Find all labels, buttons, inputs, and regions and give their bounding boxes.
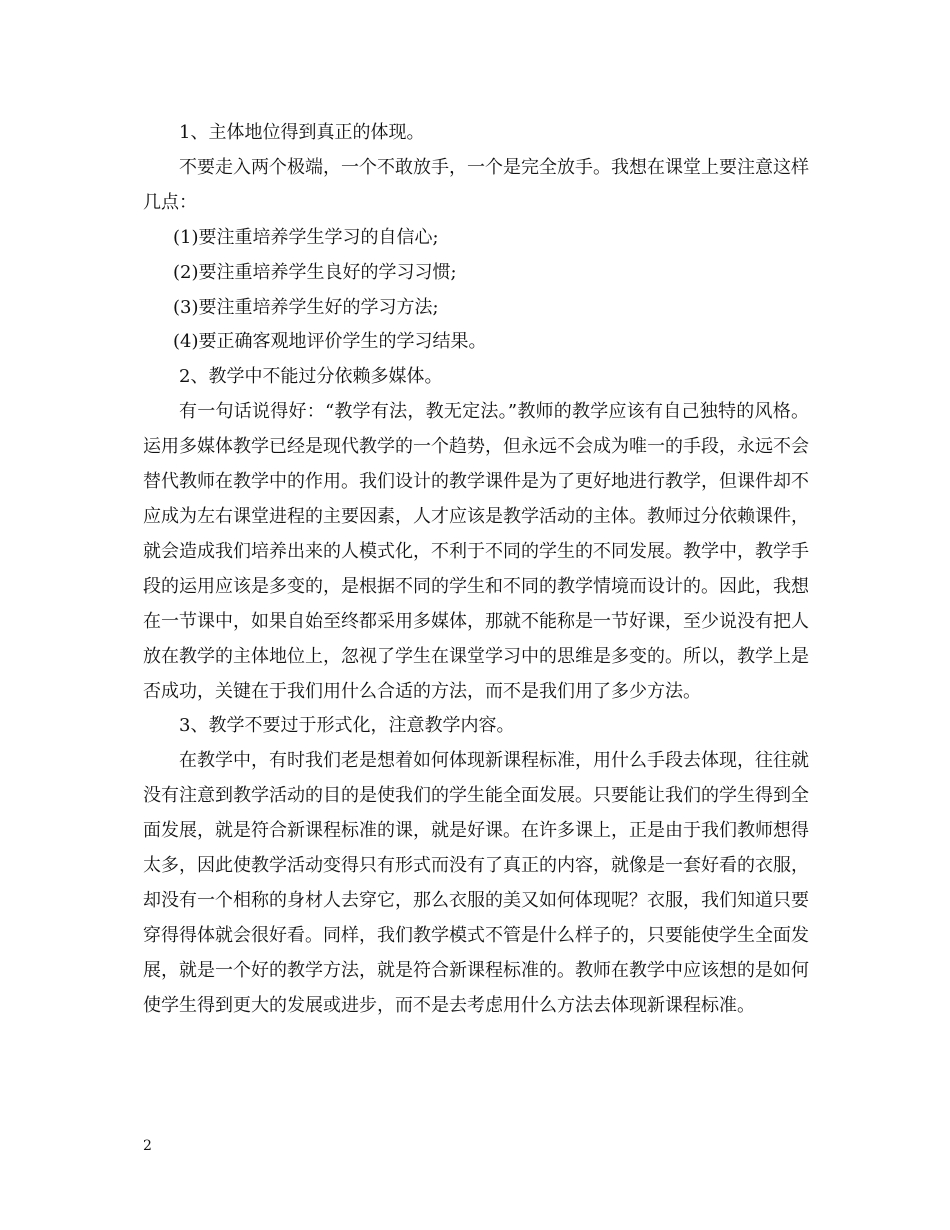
section-heading-2: 2、教学中不能过分依赖多媒体。 [179, 366, 443, 388]
list-item-1: (1)要注重培养学生学习的自信心; [173, 226, 439, 248]
page-number: 2 [143, 1138, 152, 1154]
paragraph-formalism: 在教学中，有时我们老是想着如何体现新课程标准，用什么手段去体现，往往就没有注意到教学活动的目的是使我们的学生能全面发展。只要能让我们的学生得到全面发展，就是符合新课程标准的课，就是好课。在许多课上，正是由于我们教师想得太多，因此使教学活动变得只有形式而没有了真正的内容，就像是一套好看的衣服，却没有一个相称的身材人去穿它，那么衣服的美又如何体现呢？衣服，我们知道只要穿得得体就会很好看。同样，我们教学模式不管是什么样子的，只要能使学生全面发展，就是一个好的教学方法，就是符合新课程标准的。教师在教学中应该想的是如何使学生得到更大的发展或进步，而不是去考虑用什么方法去体现新课程标准。 [143, 750, 809, 1016]
paragraph-multimedia: 有一句话说得好：“教学有法，教无定法。”教师的教学应该有自己独特的风格。运用多媒体教学已经是现代教学的一个趋势，但永远不会成为唯一的手段，永远不会替代教师在教学中的作用。我们设计的教学课件是为了更好地进行教学，但课件却不应成为左右课堂进程的主要因素，人才应该是教学活动的主体。教师过分依赖课件，就会造成我们培养出来的人模式化，不利于不同的学生的不同发展。教学中，教学手段的运用应该是多变的，是根据不同的学生和不同的教学情境而设计的。因此，我想在一节课中，如果自始至终都采用多媒体，那就不能称是一节好课，至少说没有把人放在教学的主体地位上，忽视了学生在课堂学习中的思维是多变的。所以，教学上是否成功，关键在于我们用什么合适的方法，而不是我们用了多少方法。 [143, 401, 809, 702]
list-item-3: (3)要注重培养学生好的学习方法; [173, 296, 439, 318]
document-body [143, 116, 809, 1024]
section-heading-1: 1、主体地位得到真正的体现。 [179, 122, 425, 143]
section-heading-3: 3、教学不要过于形式化，注意教学内容。 [179, 715, 515, 737]
list-item-4: (4)要正确客观地评价学生的学习结果。 [173, 331, 487, 353]
paragraph-intro: 不要走入两个极端，一个不敢放手，一个是完全放手。我想在课堂上要注意这样几点： [143, 156, 809, 213]
list-item-2: (2)要注重培养学生良好的学习习惯; [173, 261, 457, 283]
